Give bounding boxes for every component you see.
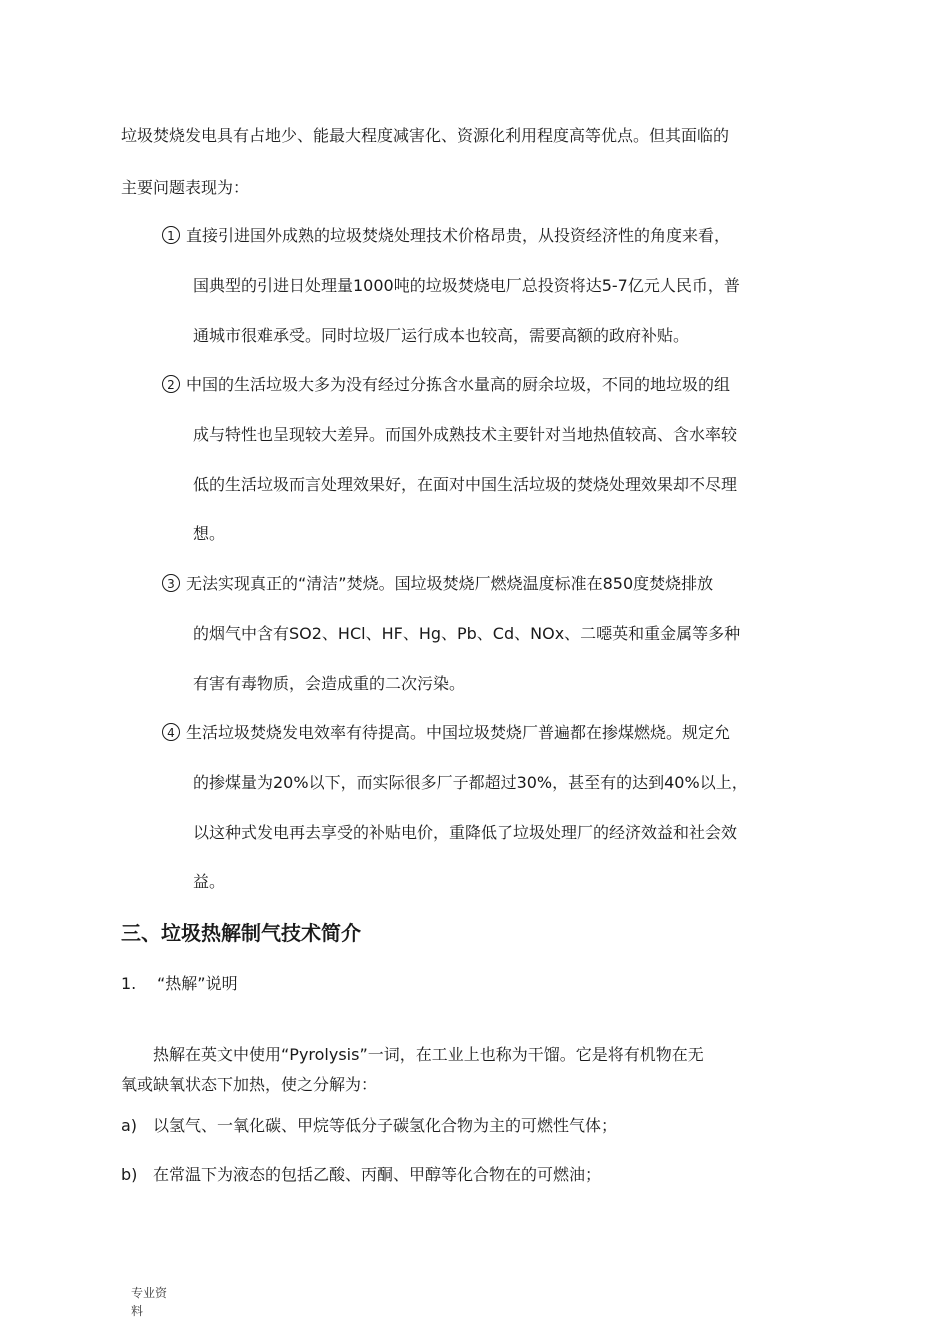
subsection-number: 1. bbox=[121, 974, 137, 993]
circled-number-marker: 2 bbox=[162, 375, 180, 393]
list-item bbox=[121, 1115, 617, 1137]
problem-item-1-line: 国典型的引进日处理量1000吨的垃圾焚烧电厂总投资将达5-7亿元人民币，普 bbox=[193, 276, 740, 295]
problem-item-1-line: 1 直接引进国外成熟的垃圾焚烧处理技术价格昂贵，从投资经济性的角度来看， bbox=[162, 225, 730, 247]
section-heading: 三、垃圾热解制气技术简介 bbox=[121, 921, 361, 945]
paragraph-line: 氧或缺氧状态下加热，使之分解为： bbox=[121, 1075, 378, 1094]
problem-item-4-line: 4 生活垃圾焚烧发电效率有待提高。中国垃圾焚烧厂普遍都在掺煤燃烧。规定允 bbox=[162, 722, 730, 744]
problem-item-1-line: 通城市很难承受。同时垃圾厂运行成本也较高，需要高额的政府补贴。 bbox=[193, 326, 690, 345]
problem-item-3-line: 有害有毒物质，会造成重的二次污染。 bbox=[193, 674, 466, 693]
subsection-title: “热解”说明 bbox=[157, 974, 238, 993]
list-item bbox=[121, 1164, 601, 1186]
problem-item-2-line: 成与特性也呈现较大差异。而国外成熟技术主要针对当地热值较高、含水率较 bbox=[193, 425, 738, 444]
paragraph-line: 热解在英文中使用“Pyrolysis”一词，在工业上也称为干馏。它是将有机物在无 bbox=[153, 1045, 704, 1064]
problem-item-4-line: 的掺煤量为20%以下，而实际很多厂子都超过30%，甚至有的达到40%以上， bbox=[193, 773, 748, 792]
problem-item-3-line: 的烟气中含有SO2、HCl、HF、Hg、Pb、Cd、NOx、二噁英和重金属等多种 bbox=[193, 624, 741, 643]
list-item-label: b) bbox=[121, 1165, 138, 1184]
intro-line: 主要问题表现为： bbox=[121, 178, 250, 197]
list-item-label: a) bbox=[121, 1116, 138, 1135]
circled-number-marker: 1 bbox=[162, 226, 180, 244]
list-item-text: 在常温下为液态的包括乙酸、丙酮、甲醇等化合物在的可燃油； bbox=[153, 1165, 602, 1184]
problem-item-2-line: 低的生活垃圾而言处理效果好，在面对中国生活垃圾的焚烧处理效果却不尽理 bbox=[193, 475, 738, 494]
problem-item-2-line: 想。 bbox=[193, 524, 226, 543]
problem-item-2-line: 2 中国的生活垃圾大多为没有经过分拣含水量高的厨余垃圾，不同的地垃圾的组 bbox=[162, 374, 730, 396]
subsection-heading bbox=[121, 973, 238, 995]
footer-label: 料 bbox=[131, 1304, 144, 1318]
problem-item-4-line: 以这种式发电再去享受的补贴电价，重降低了垃圾处理厂的经济效益和社会效 bbox=[193, 823, 738, 842]
problem-item-4-line: 益。 bbox=[193, 872, 226, 891]
circled-number-marker: 4 bbox=[162, 723, 180, 741]
problem-item-3-line: 3 无法实现真正的“清洁”焚烧。国垃圾焚烧厂燃烧温度标准在850度焚烧排放 bbox=[162, 573, 713, 595]
list-item-text: 以氢气、一氧化碳、甲烷等低分子碳氢化合物为主的可燃性气体； bbox=[153, 1116, 618, 1135]
intro-line: 垃圾焚烧发电具有占地少、能最大程度减害化、资源化利用程度高等优点。但其面临的 bbox=[121, 126, 730, 145]
footer-label: 专业资 bbox=[131, 1286, 168, 1300]
circled-number-marker: 3 bbox=[162, 574, 180, 592]
